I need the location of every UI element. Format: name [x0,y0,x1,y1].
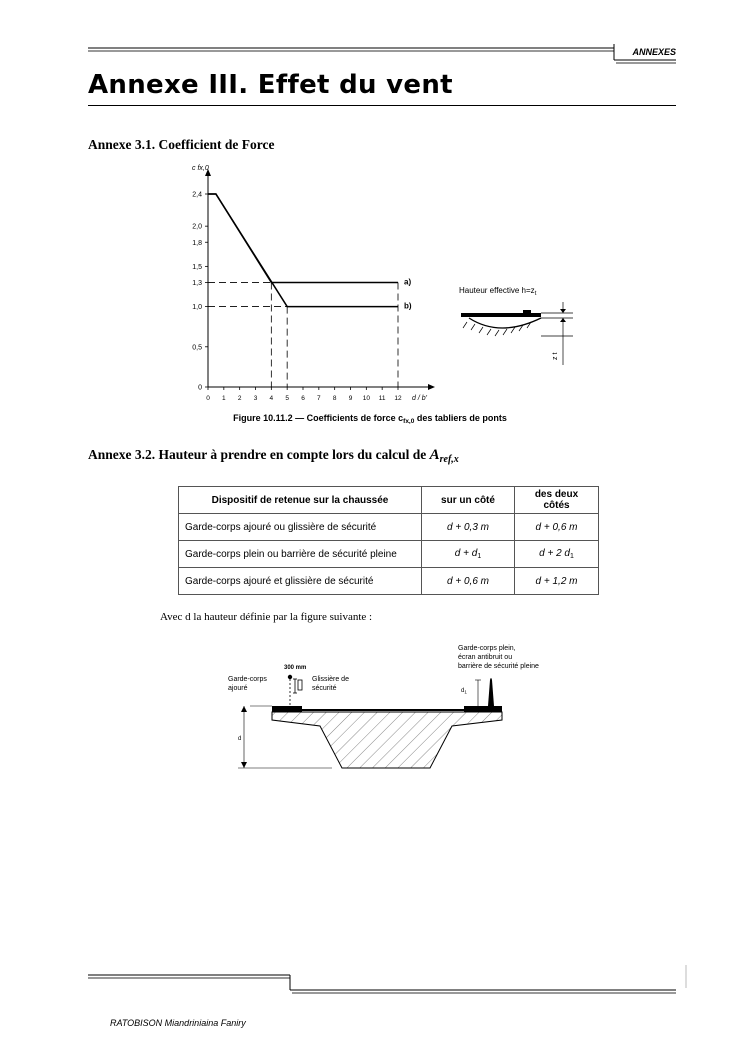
x-tick-label: 12 [394,395,402,402]
series-label: a) [404,277,412,287]
header-label: ANNEXES [632,47,676,57]
glissiere-icon [298,680,302,690]
x-tick-label: 0 [206,395,210,402]
table-cell: Garde-corps plein ou barrière de sécurité pleine [179,541,422,568]
d-label: d [238,736,242,742]
railing-post-icon [288,675,292,679]
table-cell: $d + d_1$ [422,541,515,568]
y-tick-label: 1,5 [192,263,202,271]
table-cell: Garde-corps ajouré et glissière de sécurité [179,568,422,595]
inset-label: Hauteur effective $h=z_t$ [459,286,537,297]
y-tick-label: 2,4 [192,191,202,199]
table-header-row [179,487,599,514]
label-right-1: Garde-corps plein, [458,645,516,652]
table-header-cell: Dispositif de retenue sur la chaussée [179,487,422,514]
section-heading-3-2: Annexe 3.2. Hauteur à prendre en compte lors du calcul de $A_{ref,x}$ [88,447,459,465]
x-tick-label: 3 [253,395,258,402]
x-axis-label: d / b' [412,395,427,402]
table-cell: d + 0,6 m [515,514,599,541]
section-heading-3-1: Annexe 3.1. Coefficient de Force [88,137,275,152]
x-tick-label: 10 [362,395,370,402]
y-tick-label: 1,0 [192,304,202,312]
x-tick-label: 5 [285,395,289,402]
y-tick-label: 1,3 [192,279,202,287]
x-tick-label: 1 [222,395,226,402]
table-cell: d + 2 $d_1$ [515,541,599,568]
label-glissiere-2: sécurité [312,685,337,692]
label-garde-corps: Garde-corps [228,676,267,683]
inset-dim-label: z t [552,352,559,360]
y-axis-label: c fx,0 [192,165,209,172]
solid-barrier-icon [488,678,494,706]
table-row [179,514,599,541]
x-tick-label: 2 [237,395,242,402]
y-tick-label: 0 [198,384,202,392]
table-header-cell: sur un côté [422,487,515,514]
x-tick-label: 8 [332,395,337,402]
y-tick-label: 0,5 [192,344,202,352]
table-cell: d + 0,3 m [422,514,515,541]
series-label: b) [404,301,412,311]
series-line-b [208,194,398,307]
page-title: Annexe III. Effet du vent [88,70,453,100]
x-tick-label: 7 [317,395,321,402]
table-cell: d + 0,6 m [422,568,515,595]
x-tick-label: 11 [378,395,386,402]
table-row [179,568,599,595]
x-tick-label: 9 [348,395,353,402]
x-tick-label: 6 [301,395,305,402]
table-cell: d + 1,2 m [515,568,599,595]
figure-intro-text: Avec d la hauteur définie par la figure suivante : [160,611,373,623]
y-tick-label: 2,0 [192,223,202,231]
figure-caption: Figure 10.11.2 — Coefficients de force $c_{fx,0}$ des tabliers de ponts [233,413,507,425]
table-row [179,541,599,568]
title-divider [88,105,676,106]
x-tick-label: 4 [269,395,274,402]
series-line-a [208,194,398,282]
bridge-section-figure [220,640,580,775]
label-right-2: écran antibruit ou [458,654,513,661]
footer-author: RATOBISON Miandriniaina Faniry [110,1018,246,1028]
effective-height-inset [455,280,580,370]
table-header-cell: des deux côtés [515,487,599,514]
height-table [178,486,599,595]
d1-label: $d_1$ [461,688,467,695]
y-tick-label: 1,8 [192,239,202,247]
label-glissiere-1: Glissière de [312,676,349,683]
table-cell: Garde-corps ajouré ou glissière de sécurité [179,514,422,541]
label-right-3: barrière de sécurité pleine [458,663,539,670]
label-300mm: 300 mm [284,665,307,671]
x-axis-arrow [428,384,435,390]
label-ajoure: ajouré [228,685,248,692]
header-rule [0,0,745,70]
